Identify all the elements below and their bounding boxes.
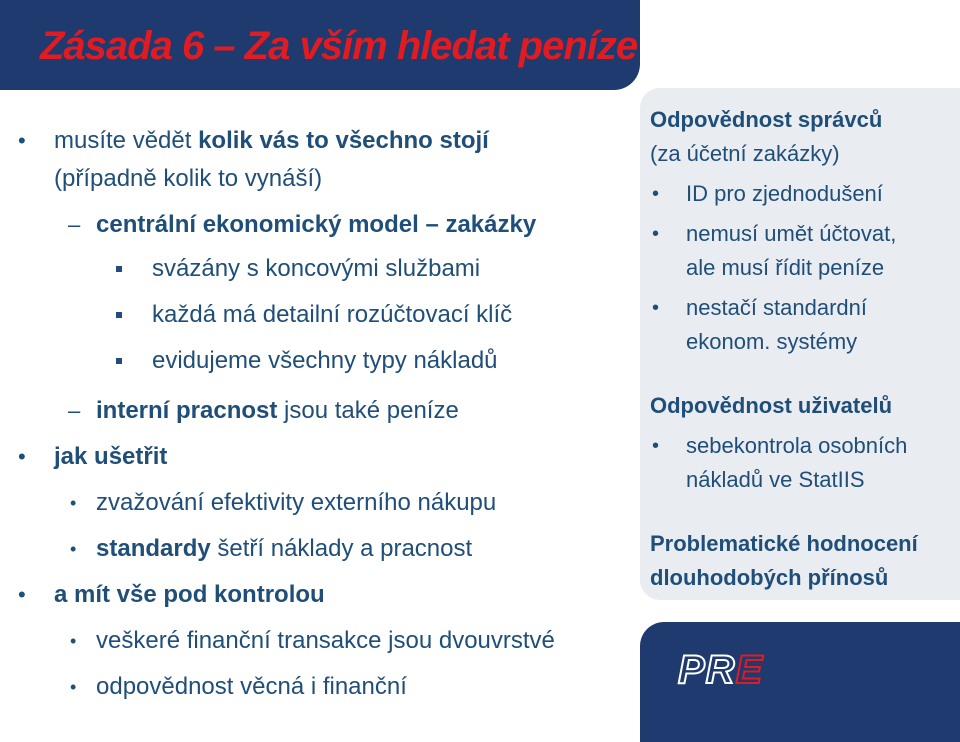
panel-item-continuation: ale musí řídit peníze: [686, 255, 885, 280]
sub-list-item: veškeré finanční transakce jsou dvouvrstvé: [96, 627, 555, 654]
panel-subheading: (za účetní zakázky): [650, 141, 840, 166]
list-item-emphasis: kolik vás to všechno stojí: [198, 127, 489, 154]
bullet-dot: •: [18, 128, 26, 153]
panel-heading: Odpovědnost uživatelů: [650, 393, 893, 418]
sub-list-item-text: jsou také peníze: [277, 397, 459, 424]
list-item-continuation: (případně kolik to vynáší): [54, 165, 323, 192]
sub-list-item: centrální ekonomický model – zakázky: [96, 211, 537, 238]
dash-marker: –: [68, 212, 81, 237]
sub-sub-item: každá má detailní rozúčtovací klíč: [152, 301, 513, 328]
sub-sub-item: svázány s koncovými službami: [152, 255, 481, 282]
square-marker: [116, 312, 122, 318]
list-item: jak ušetřit: [54, 443, 168, 470]
slide-title: Zásada 6 – Za vším hledat peníze: [40, 24, 638, 68]
bullet-dot: •: [652, 297, 660, 319]
bullet-dot: •: [18, 444, 26, 469]
list-item: [54, 126, 489, 156]
square-marker: [116, 266, 122, 272]
bullet-dot: •: [70, 493, 77, 513]
sub-list-item: zvažování efektivity externího nákupu: [96, 489, 497, 516]
panel-item-continuation: nákladů ve StatIIS: [686, 467, 865, 492]
logo-text: PR: [678, 648, 736, 692]
sub-list-item-emphasis: standardy: [96, 535, 211, 562]
list-item-text: musíte vědět: [54, 127, 199, 154]
title-bar: [0, 0, 640, 90]
sub-list-item-emphasis: interní pracnost: [96, 397, 278, 424]
list-item: a mít vše pod kontrolou: [54, 581, 325, 608]
sub-list-item: [96, 534, 472, 564]
sub-list-item-text: šetří náklady a pracnost: [210, 535, 473, 562]
bullet-dot: •: [70, 539, 77, 559]
logo-accent: E: [735, 648, 764, 692]
bullet-dot: •: [652, 223, 660, 245]
side-panel: [640, 88, 960, 600]
panel-item: ID pro zjednodušení: [686, 181, 883, 206]
bullet-dot: •: [70, 631, 77, 651]
sub-list-item: odpovědnost věcná i finanční: [96, 673, 407, 700]
panel-heading: Odpovědnost správců: [650, 107, 883, 132]
sub-list-item: [96, 396, 459, 426]
panel-item: nemusí umět účtovat,: [686, 221, 897, 246]
logo-box: [640, 622, 960, 742]
panel-heading: Problematické hodnocení: [650, 531, 918, 556]
bullet-dot: •: [70, 677, 77, 697]
panel-item-continuation: ekonom. systémy: [686, 329, 858, 354]
bullet-dot: •: [18, 582, 26, 607]
panel-heading-continuation: dlouhodobých přínosů: [650, 565, 889, 590]
bullet-dot: •: [652, 435, 660, 457]
square-marker: [116, 358, 122, 364]
bullet-dot: •: [652, 183, 660, 205]
panel-item: nestačí standardní: [686, 295, 868, 320]
sub-sub-item: evidujeme všechny typy nákladů: [152, 347, 498, 374]
panel-item: sebekontrola osobních: [686, 433, 908, 458]
pre-logo: [678, 648, 763, 693]
dash-marker: –: [68, 398, 81, 423]
